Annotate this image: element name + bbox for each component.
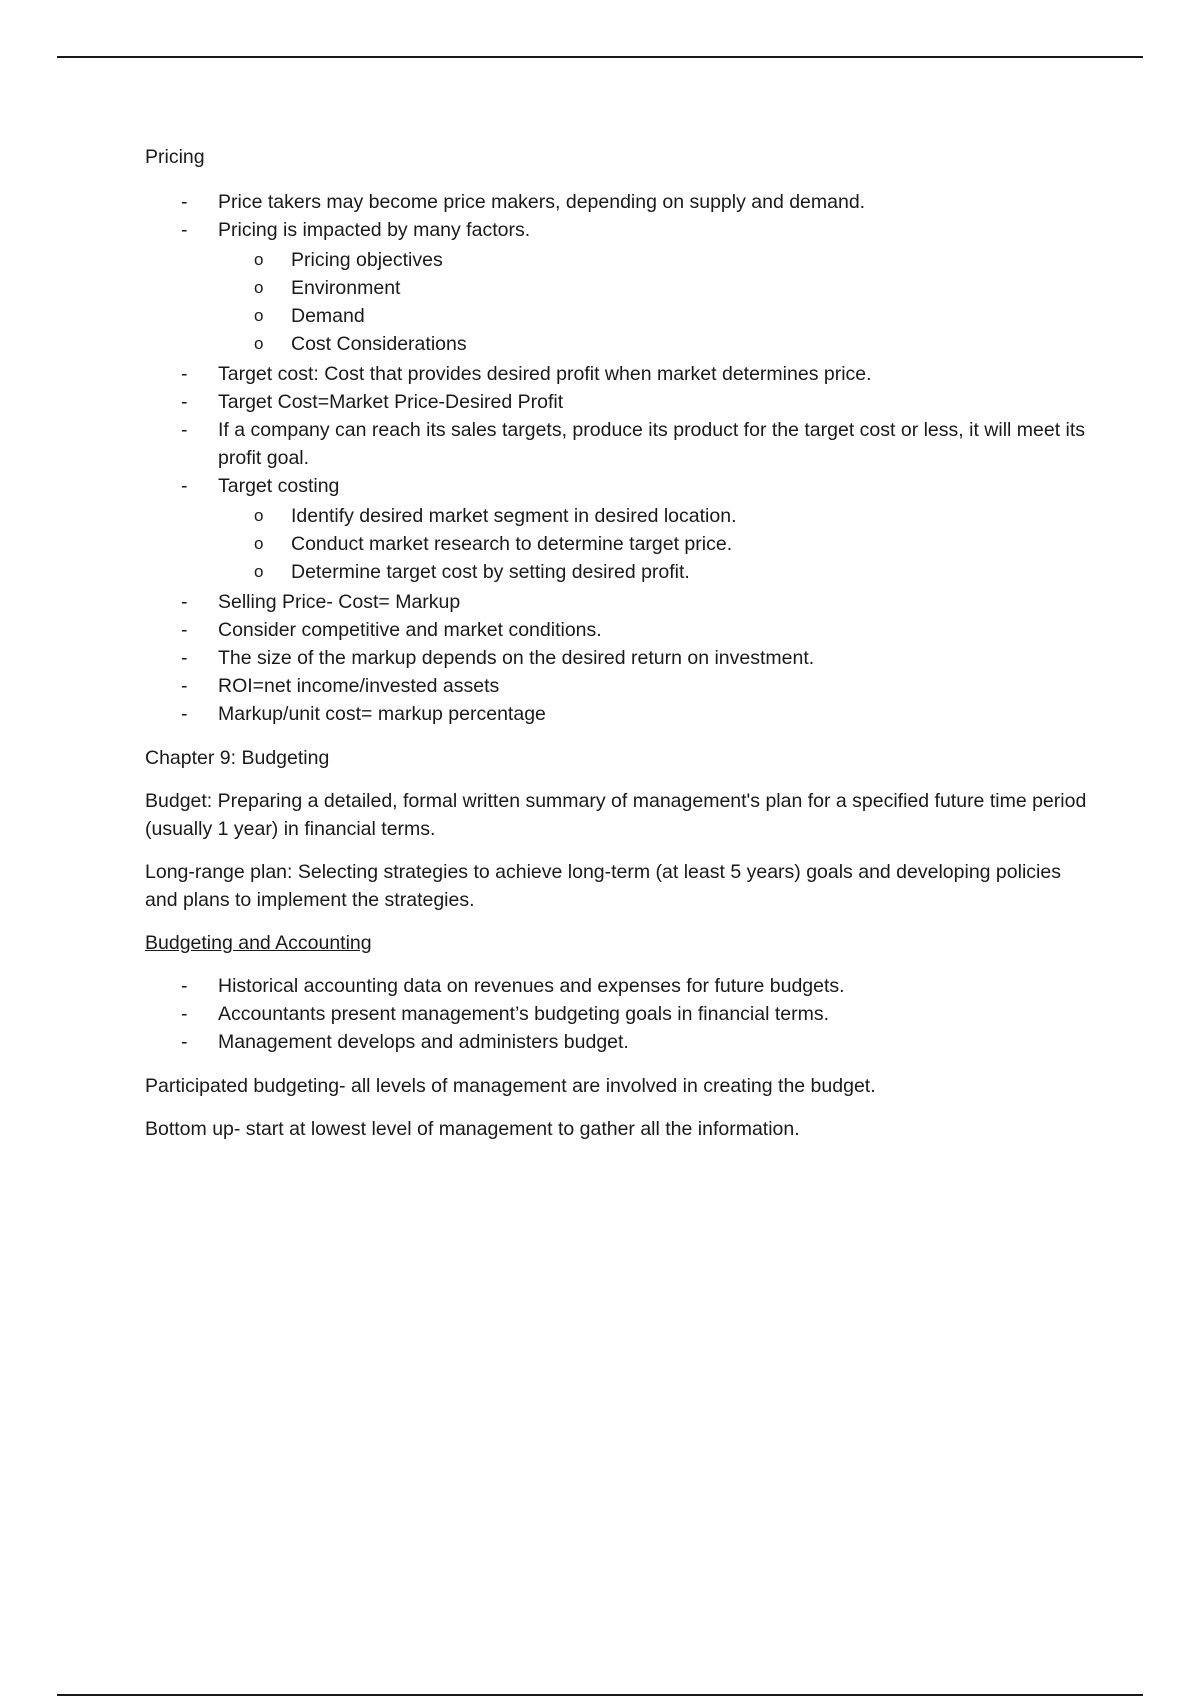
sublist-item-text: Conduct market research to determine target price. bbox=[291, 533, 733, 555]
sublist-item-text: Determine target cost by setting desired profit. bbox=[291, 561, 690, 583]
sublist-item bbox=[218, 246, 1095, 274]
list-item bbox=[145, 360, 1095, 388]
footer-rule bbox=[57, 1694, 1143, 1696]
sublist-item-text: Cost Considerations bbox=[291, 333, 467, 355]
list-item-text: Price takers may become price makers, depending on supply and demand. bbox=[218, 191, 866, 213]
sublist-item-text: Environment bbox=[291, 277, 401, 299]
list-item bbox=[145, 700, 1095, 728]
list-item-text: Selling Price- Cost= Markup bbox=[218, 591, 461, 613]
dash-bullet: - bbox=[181, 647, 188, 669]
list-item-text: Markup/unit cost= markup percentage bbox=[218, 703, 546, 725]
dash-bullet: - bbox=[181, 419, 188, 441]
dash-bullet: - bbox=[181, 475, 188, 497]
dash-bullet: - bbox=[181, 703, 188, 725]
list-item-text: Target Cost=Market Price-Desired Profit bbox=[218, 391, 564, 413]
list-item-text: Historical accounting data on revenues and expenses for future budgets. bbox=[218, 975, 845, 997]
list-item bbox=[145, 472, 1095, 586]
list-item-text: Management develops and administers budget. bbox=[218, 1031, 629, 1053]
list-item bbox=[145, 188, 1095, 216]
list-item bbox=[145, 1028, 1095, 1056]
budget-definition: Budget: Preparing a detailed, formal written summary of management's plan for a specified future time period (usually 1 year) in financial terms. bbox=[145, 790, 1087, 840]
sublist-item bbox=[218, 302, 1095, 330]
sublist-item-text: Demand bbox=[291, 305, 365, 327]
list-item-text: Target cost: Cost that provides desired profit when market determines price. bbox=[218, 363, 872, 385]
circle-bullet: o bbox=[254, 562, 264, 581]
sublist-item bbox=[218, 502, 1095, 530]
list-item-text: Accountants present management’s budgeting goals in financial terms. bbox=[218, 1003, 830, 1025]
dash-bullet: - bbox=[181, 1031, 188, 1053]
participated-budgeting-text: Participated budgeting- all levels of management are involved in creating the budget. bbox=[145, 1075, 876, 1097]
sublist-item bbox=[218, 330, 1095, 358]
circle-bullet: o bbox=[254, 506, 264, 525]
pricing-factors-sublist bbox=[218, 246, 1095, 358]
chapter-title: Chapter 9: Budgeting bbox=[145, 747, 330, 769]
long-range-plan-definition: Long-range plan: Selecting strategies to achieve long-term (at least 5 years) goals and developing policies and plans to implement the strategies. bbox=[145, 861, 1061, 911]
list-item bbox=[145, 588, 1095, 616]
sublist-item bbox=[218, 274, 1095, 302]
list-item bbox=[145, 216, 1095, 358]
list-item-text: ROI=net income/invested assets bbox=[218, 675, 500, 697]
list-item-text: If a company can reach its sales targets, produce its product for the target cost or less, it will meet its profit goal. bbox=[218, 419, 1086, 469]
target-costing-sublist bbox=[218, 502, 1095, 586]
list-item bbox=[145, 388, 1095, 416]
dash-bullet: - bbox=[181, 675, 188, 697]
circle-bullet: o bbox=[254, 278, 264, 297]
sublist-item bbox=[218, 558, 1095, 586]
budgeting-accounting-list bbox=[145, 972, 1095, 1056]
document-body bbox=[145, 143, 1095, 1158]
dash-bullet: - bbox=[181, 191, 188, 213]
dash-bullet: - bbox=[181, 591, 188, 613]
circle-bullet: o bbox=[254, 334, 264, 353]
bottom-up-text: Bottom up- start at lowest level of management to gather all the information. bbox=[145, 1118, 800, 1140]
list-item bbox=[145, 972, 1095, 1000]
circle-bullet: o bbox=[254, 250, 264, 269]
list-item bbox=[145, 1000, 1095, 1028]
dash-bullet: - bbox=[181, 975, 188, 997]
list-item bbox=[145, 672, 1095, 700]
dash-bullet: - bbox=[181, 363, 188, 385]
dash-bullet: - bbox=[181, 1003, 188, 1025]
sublist-item-text: Pricing objectives bbox=[291, 249, 443, 271]
sublist-item-text: Identify desired market segment in desired location. bbox=[291, 505, 737, 527]
list-item-text: Target costing bbox=[218, 475, 340, 497]
circle-bullet: o bbox=[254, 306, 264, 325]
sublist-item bbox=[218, 530, 1095, 558]
pricing-list bbox=[145, 188, 1095, 728]
section-title-pricing: Pricing bbox=[145, 146, 205, 168]
list-item-text: Pricing is impacted by many factors. bbox=[218, 219, 531, 241]
list-item bbox=[145, 644, 1095, 672]
list-item bbox=[145, 616, 1095, 644]
list-item-text: The size of the markup depends on the desired return on investment. bbox=[218, 647, 815, 669]
list-item bbox=[145, 416, 1095, 472]
dash-bullet: - bbox=[181, 219, 188, 241]
budgeting-accounting-heading: Budgeting and Accounting bbox=[145, 932, 372, 954]
list-item-text: Consider competitive and market conditions. bbox=[218, 619, 602, 641]
header-rule bbox=[57, 56, 1143, 58]
circle-bullet: o bbox=[254, 534, 264, 553]
dash-bullet: - bbox=[181, 619, 188, 641]
dash-bullet: - bbox=[181, 391, 188, 413]
